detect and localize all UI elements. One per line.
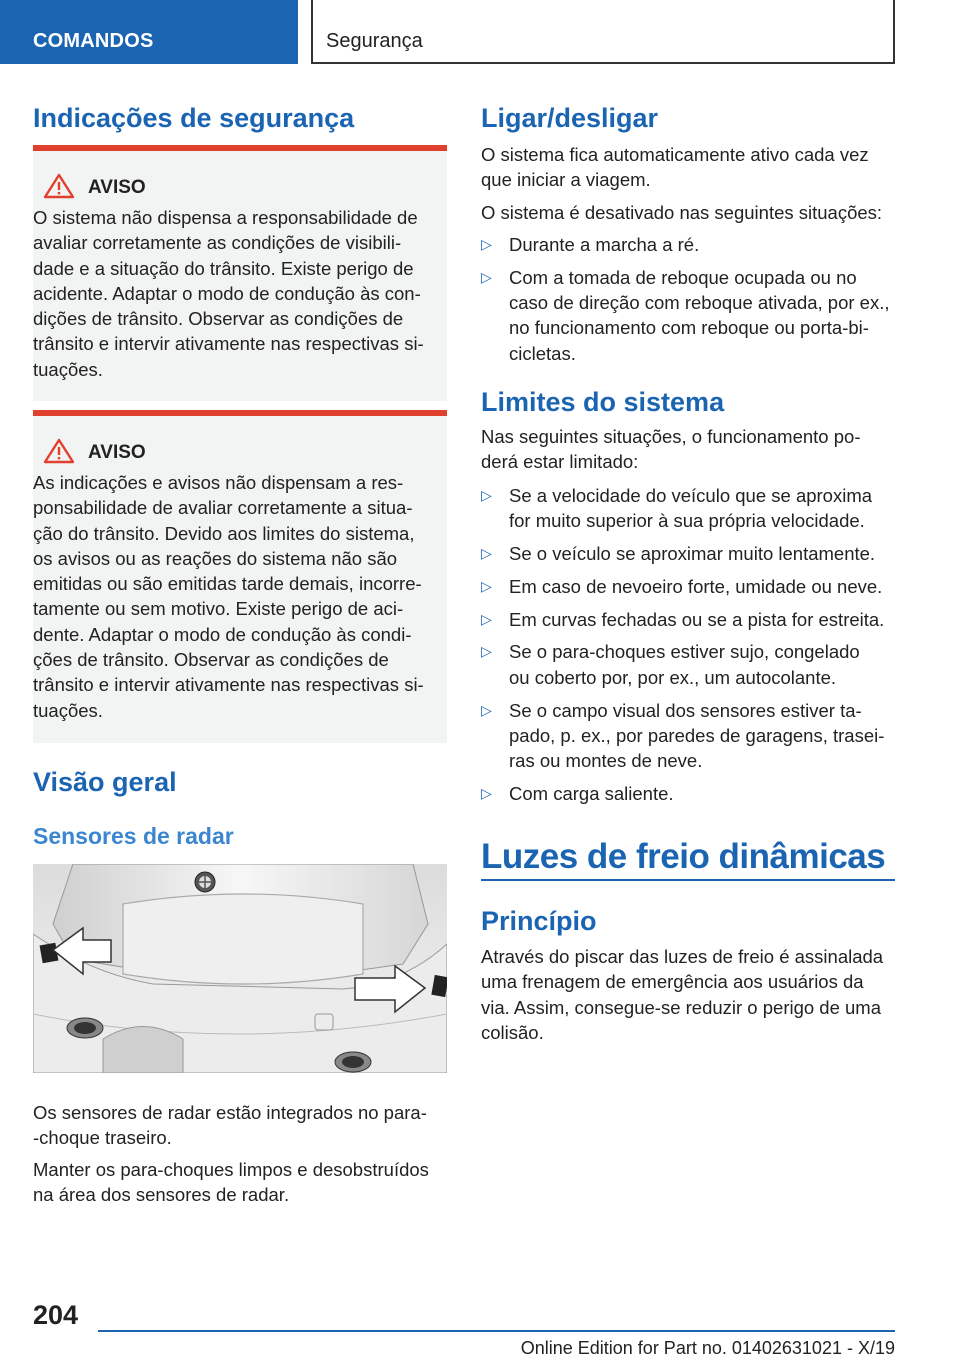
onoff-paragraph-2: O sistema é desativado nas seguintes situações: [481, 202, 883, 223]
text-line: O sistema fica automaticamente ativo cada vez [481, 144, 869, 165]
bullet-triangle-icon: ▷ [481, 610, 492, 627]
text-line: que iniciar a viagem. [481, 169, 651, 191]
text-line: Com carga saliente. [509, 782, 674, 804]
text-line: Se o campo visual dos sensores estiver ta- [509, 699, 862, 721]
onoff-heading: Ligar/desligar [481, 103, 659, 133]
warning-label-2: AVISO [88, 442, 146, 463]
bullet-triangle-icon: ▷ [481, 487, 492, 503]
text-line: pado, p. ex., por paredes de garagens, trasei- [509, 724, 885, 746]
text-line: dições de trânsito. Observar as condições de [33, 308, 404, 330]
left-column-bottom [33, 0, 447, 1362]
text-line: ponsabilidade de avaliar corretamente a situa- [33, 497, 413, 519]
text-line: ção do trânsito. Devido aos limites do sistema, [33, 522, 415, 544]
text-line: O sistema não dispensa a responsabilidade de [33, 207, 418, 228]
text-line: Através do piscar das luzes de freio é assinalada [481, 946, 884, 967]
limits-heading: Limites do sistema [481, 387, 725, 417]
bullet-triangle-icon: ▷ [481, 784, 492, 801]
text-line: avaliar corretamente as condições de visibili- [33, 232, 402, 254]
text-line: Durante a marcha a ré. [509, 234, 700, 255]
text-line: Se o para-choques estiver sujo, congelado [509, 641, 860, 663]
radar-paragraph-2 [33, 1157, 447, 1208]
text-line: emitidas ou são emitidas tarde demais, incorre- [33, 573, 422, 595]
text-line: Manter os para-choques limpos e desobstruídos [33, 1159, 429, 1180]
text-line: Se o veículo se aproximar muito lentamente. [509, 543, 876, 565]
text-line: As indicações e avisos não dispensam a res- [33, 472, 404, 493]
text-line: tamente ou sem motivo. Existe perigo de aci- [33, 598, 404, 620]
warning-label-1: AVISO [88, 177, 146, 198]
footer-edition: Online Edition for Part no. 01402631021 - X/19 [520, 1338, 895, 1358]
text-line: colisão. [481, 1021, 544, 1043]
text-line: os avisos ou as reações do sistema não são [33, 547, 398, 569]
bullet-triangle-icon: ▷ [481, 701, 492, 718]
text-line: na área dos sensores de radar. [33, 1184, 290, 1206]
bullet-triangle-icon: ▷ [481, 236, 492, 252]
bullet-triangle-icon: ▷ [481, 577, 492, 594]
radar-heading: Sensores de radar [33, 823, 234, 849]
text-line: dade e a situação do trânsito. Existe perigo de [33, 257, 414, 279]
text-line: via. Assim, consegue-se reduzir o perigo de uma [481, 996, 882, 1018]
text-line: tuações. [33, 699, 103, 721]
overview-heading: Visão geral [33, 767, 177, 797]
bullet-triangle-icon: ▷ [481, 643, 492, 660]
text-line: no funcionamento com reboque ou porta-bi- [509, 317, 869, 339]
right-column-lower [481, 0, 895, 1362]
text-line: Nas seguintes situações, o funcionamento po- [481, 426, 861, 447]
principle-heading: Princípio [481, 906, 597, 936]
principle-paragraph [481, 944, 895, 1045]
page-number: 204 [33, 1300, 79, 1330]
text-line: uma frenagem de emergência aos usuários da [481, 971, 864, 993]
text-line: cicletas. [509, 342, 576, 364]
text-line: Se a velocidade do veículo que se aproxima [509, 485, 873, 506]
footer-rule [98, 1330, 895, 1332]
text-line: derá estar limitado: [481, 451, 639, 473]
text-line: ras ou montes de neve. [509, 750, 703, 772]
text-line: dente. Adaptar o modo de condução às condi- [33, 623, 412, 645]
text-line: Em curvas fechadas ou se a pista for estreita. [509, 608, 885, 630]
text-line: ou coberto por, por ex., um autocolante. [509, 666, 837, 688]
subsection-title: Segurança [326, 30, 423, 52]
safety-heading: Indicações de segurança [33, 103, 355, 133]
section-tab-label: COMANDOS [33, 30, 154, 52]
text-line: tuações. [33, 358, 103, 380]
text-line: acidente. Adaptar o modo de condução às con- [33, 282, 421, 304]
brake-lights-heading: Luzes de freio dinâmicas [481, 837, 886, 876]
bullet-triangle-icon: ▷ [481, 545, 492, 562]
text-line: trânsito e intervir ativamente nas respectivas si- [33, 674, 424, 696]
text-line: caso de direção com reboque ativada, por ex., [509, 292, 890, 314]
radar-paragraph-1 [33, 1100, 447, 1151]
text-line: Em caso de nevoeiro forte, umidade ou neve. [509, 575, 883, 597]
text-line: Os sensores de radar estão integrados no para- [33, 1102, 427, 1123]
text-line: Com a tomada de reboque ocupada ou no [509, 266, 857, 288]
text-line: for muito superior à sua própria velocidade. [509, 510, 865, 532]
bullet-triangle-icon: ▷ [481, 268, 492, 285]
text-line: ções de trânsito. Observar as condições de [33, 649, 389, 671]
text-line: -choque traseiro. [33, 1127, 172, 1149]
text-line: trânsito e intervir ativamente nas respectivas si- [33, 333, 424, 355]
